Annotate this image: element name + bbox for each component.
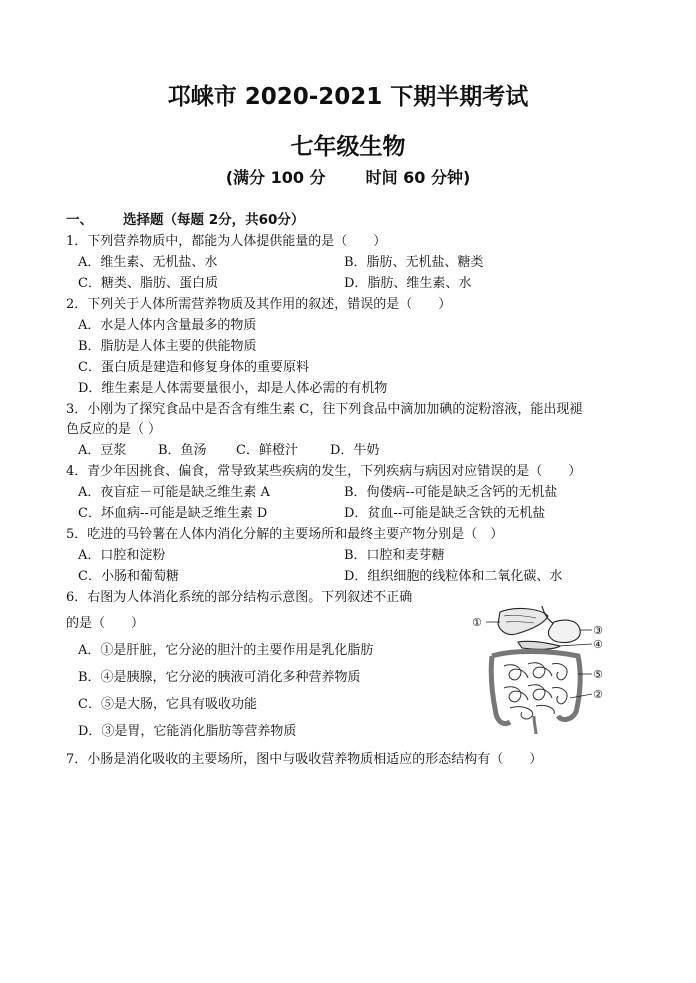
q1-option-a: A．维生素、无机盐、水 bbox=[78, 255, 218, 270]
q5-option-a: A．口腔和淀粉 bbox=[78, 548, 166, 563]
label-3: ③ bbox=[593, 624, 603, 637]
question-1-stem: 1．下列营养物质中，都能为人体提供能量的是（ ） bbox=[66, 234, 387, 249]
q3-option-c: C．鲜橙汁 bbox=[236, 443, 298, 458]
q6-option-b: B．④是胰腺，它分泌的胰液可消化多种营养物质 bbox=[78, 670, 361, 685]
stomach-shape bbox=[548, 620, 580, 642]
section-title: 选择题（每题 2分，共60分） bbox=[123, 212, 305, 228]
question-5-stem: 5．吃进的马铃薯在人体内消化分解的主要场所和最终主要产物分别是（ ） bbox=[66, 527, 504, 542]
question-7-stem: 7．小肠是消化吸收的主要场所，图中与吸收营养物质相适应的形态结构有（ ） bbox=[66, 752, 543, 767]
q1-option-c: C．糖类、脂肪、蛋白质 bbox=[78, 276, 218, 291]
q2-option-c: C．蛋白质是建造和修复身体的重要原料 bbox=[78, 360, 309, 375]
q1-option-b: B．脂肪、无机盐、糖类 bbox=[344, 255, 484, 270]
time-info: 时间 60 分钟) bbox=[365, 168, 471, 187]
score-info: (满分 100 分 bbox=[225, 168, 326, 187]
question-3-stem-line1: 3．小刚为了探究食品中是否含有维生素 C，往下列食品中滴加加碘的淀粉溶液，能出现褪 bbox=[66, 402, 583, 417]
q2-option-a: A．水是人体内含量最多的物质 bbox=[78, 318, 257, 333]
label-5: ⑤ bbox=[593, 668, 603, 681]
liver-shape bbox=[498, 609, 548, 635]
q3-option-a: A．豆浆 bbox=[78, 443, 127, 458]
q4-option-c: C．坏血病--可能是缺乏维生素 D bbox=[78, 506, 268, 521]
q5-option-d: D．组织细胞的线粒体和二氧化碳、水 bbox=[344, 569, 563, 584]
q3-option-b: B．鱼汤 bbox=[158, 443, 207, 458]
question-6-stem-line1: 6．右图为人体消化系统的部分结构示意图。下列叙述不正确 bbox=[66, 590, 413, 605]
exam-title: 邛崃市 2020-2021 下期半期考试 bbox=[167, 84, 529, 110]
q3-option-d: D．牛奶 bbox=[330, 443, 380, 458]
question-4-stem: 4．青少年因挑食、偏食，常导致某些疾病的发生，下列疾病与病因对应错误的是（ ） bbox=[66, 464, 582, 479]
q4-option-a: A．夜盲症－可能是缺乏维生素 A bbox=[78, 485, 270, 500]
exam-info bbox=[0, 165, 696, 188]
section-heading bbox=[66, 211, 304, 229]
question-6-stem-line2: 的是（ ） bbox=[66, 616, 145, 631]
q1-option-d: D．脂肪、维生素、水 bbox=[344, 276, 472, 291]
label-1: ① bbox=[472, 616, 482, 629]
q2-option-d: D．维生素是人体需要量很小，却是人体必需的有机物 bbox=[78, 381, 388, 396]
q6-option-a: A．①是肝脏，它分泌的胆汁的主要作用是乳化脂肪 bbox=[78, 643, 374, 658]
q6-option-d: D．③是胃，它能消化脂肪等营养物质 bbox=[78, 724, 297, 739]
label-2: ② bbox=[593, 688, 603, 701]
small-intestine-shape bbox=[504, 663, 567, 719]
q4-option-d: D．贫血--可能是缺乏含铁的无机盐 bbox=[344, 506, 546, 521]
question-3-stem-line2: 色反应的是（ ） bbox=[66, 422, 162, 437]
label-4: ④ bbox=[593, 638, 603, 651]
pancreas-shape bbox=[518, 641, 560, 649]
q5-option-b: B．口腔和麦芽糖 bbox=[344, 548, 445, 563]
q4-option-b: B．佝偻病--可能是缺乏含钙的无机盐 bbox=[344, 485, 558, 500]
question-2-stem: 2．下列关于人体所需营养物质及其作用的叙述，错误的是（ ） bbox=[66, 297, 452, 312]
q2-option-b: B．脂肪是人体主要的供能物质 bbox=[78, 339, 257, 354]
section-number: 一、 bbox=[66, 212, 93, 228]
q6-option-c: C．⑤是大肠，它具有吸收功能 bbox=[78, 697, 257, 712]
q5-option-c: C．小肠和葡萄糖 bbox=[78, 569, 179, 584]
exam-subtitle: 七年级生物 bbox=[290, 134, 406, 160]
digestive-system-diagram bbox=[470, 604, 610, 734]
